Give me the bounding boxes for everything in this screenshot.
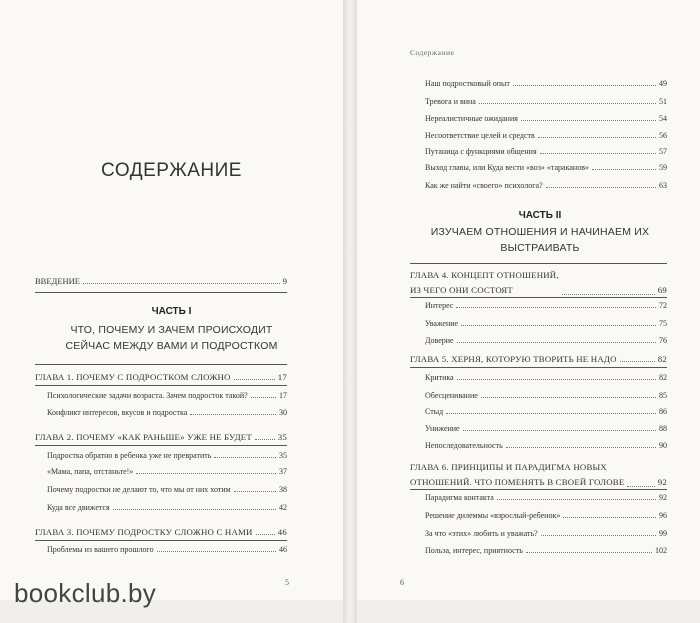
- toc-page: 17: [279, 391, 287, 400]
- toc-text: Тревога и вина: [425, 97, 476, 106]
- leader-dots: [255, 439, 275, 440]
- book-gutter: [343, 0, 357, 623]
- toc-text: Польза, интерес, приятность: [425, 546, 523, 555]
- toc-text: ГЛАВА 2. ПОЧЕМУ «КАК РАНЬШЕ» УЖЕ НЕ БУДЕТ: [35, 432, 252, 442]
- toc-section: [425, 146, 667, 157]
- toc-page: 38: [279, 485, 287, 494]
- toc-section: [425, 510, 667, 521]
- toc-chapter: [35, 432, 287, 443]
- toc-chapter: [35, 527, 287, 538]
- toc-intro-text: ВВЕДЕНИЕ: [35, 276, 80, 286]
- toc-section: [47, 407, 287, 418]
- leader-dots: [538, 137, 656, 138]
- toc-section: [425, 318, 667, 329]
- leader-dots: [463, 430, 656, 431]
- toc-chapter: [410, 354, 667, 365]
- toc-section: [47, 544, 287, 555]
- leader-dots: [83, 283, 280, 284]
- leader-dots: [456, 307, 656, 308]
- rule: [35, 445, 287, 446]
- leader-dots: [446, 413, 656, 414]
- toc-page: 63: [659, 181, 667, 190]
- toc-text: Уважение: [425, 319, 459, 328]
- toc-text: ГЛАВА 1. ПОЧЕМУ С ПОДРОСТКОМ СЛОЖНО: [35, 372, 231, 382]
- leader-dots: [479, 103, 656, 104]
- part-1-label: ЧАСТЬ I: [151, 306, 192, 317]
- toc-section: [425, 423, 667, 434]
- leader-dots: [521, 120, 656, 121]
- part-1-subtitle-line2: СЕЙЧАС МЕЖДУ ВАМИ И ПОДРОСТКОМ: [65, 340, 278, 352]
- rule: [410, 367, 667, 368]
- toc-section: [425, 406, 667, 417]
- toc-text-line1: ГЛАВА 6. ПРИНЦИПЫ И ПАРАДИГМА НОВЫХ: [410, 462, 607, 472]
- toc-text: Психологические задачи возраста. Зачем подросток такой?: [47, 391, 248, 400]
- toc-chapter-2line: [410, 460, 667, 490]
- toc-page: 90: [659, 441, 667, 450]
- toc-page: 57: [659, 147, 667, 156]
- toc-text: Несоответствие целей и средств: [425, 131, 535, 140]
- rule: [410, 489, 667, 490]
- toc-chapter-2line: [410, 268, 667, 298]
- leader-dots: [526, 552, 652, 553]
- toc-text: Путаница с функциями общения: [425, 147, 537, 156]
- right-page: [357, 0, 700, 600]
- part-2-subtitle-line1: ИЗУЧАЕМ ОТНОШЕНИЯ И НАЧИНАЕМ ИХ: [430, 226, 650, 238]
- leader-dots: [457, 342, 656, 343]
- toc-text: Обесценивание: [425, 391, 478, 400]
- toc-page: 82: [657, 354, 667, 364]
- toc-text: За что «этих» любить и уважать?: [425, 529, 538, 538]
- toc-text: Стыд: [425, 407, 444, 416]
- toc-text: Нереалистичные ожидания: [425, 114, 518, 123]
- toc-intro: [35, 276, 287, 287]
- toc-text: Унижение: [425, 424, 460, 433]
- toc-page: 72: [659, 301, 667, 310]
- toc-page: 59: [659, 163, 667, 172]
- rule: [410, 297, 667, 298]
- rule: [35, 292, 287, 293]
- part-1-subtitle-line1: ЧТО, ПОЧЕМУ И ЗАЧЕМ ПРОИСХОДИТ: [70, 324, 273, 336]
- toc-section: [425, 528, 667, 539]
- toc-section: [47, 502, 287, 513]
- toc-page: 42: [279, 503, 287, 512]
- watermark-text: bookclub.by: [14, 578, 157, 608]
- toc-section: [47, 450, 287, 461]
- toc-section: [425, 180, 667, 191]
- leader-dots: [540, 153, 656, 154]
- leader-dots: [497, 499, 656, 500]
- rule: [35, 385, 287, 386]
- toc-page: 51: [659, 97, 667, 106]
- toc-page: 37: [279, 467, 287, 476]
- toc-text: Наш подростковый опыт: [425, 79, 510, 88]
- toc-section: [425, 162, 667, 173]
- toc-text: Непоследовательность: [425, 441, 503, 450]
- left-page: [0, 0, 343, 600]
- part-1-subtitle: [0, 322, 343, 354]
- toc-text: Подростка обратно в ребенка уже не превратить: [47, 451, 212, 460]
- toc-text: Почему подростки не делают то, что мы от них хотим: [47, 485, 231, 494]
- toc-page: 49: [659, 79, 667, 88]
- leader-dots: [214, 457, 276, 458]
- leader-dots: [562, 294, 655, 295]
- rule: [35, 364, 287, 365]
- leader-dots: [506, 447, 656, 448]
- toc-section: [425, 96, 667, 107]
- toc-page: 88: [659, 424, 667, 433]
- toc-text: Конфликт интересов, вкусов и подростка: [47, 408, 188, 417]
- toc-page: 82: [659, 373, 667, 382]
- leader-dots: [481, 397, 656, 398]
- toc-page: 69: [657, 285, 667, 295]
- toc-page: 46: [277, 527, 287, 537]
- toc-section: [425, 545, 667, 556]
- toc-text: [410, 460, 624, 490]
- toc-text: [410, 268, 559, 298]
- leader-dots: [546, 187, 656, 188]
- toc-section: [47, 390, 287, 401]
- toc-text: Интерес: [425, 301, 454, 310]
- toc-chapter: [35, 372, 287, 383]
- leader-dots: [461, 325, 656, 326]
- toc-page: 99: [659, 529, 667, 538]
- toc-text-line2: ИЗ ЧЕГО ОНИ СОСТОЯТ: [410, 285, 513, 295]
- toc-page: 92: [659, 493, 667, 502]
- toc-section: [425, 130, 667, 141]
- part-2-label: ЧАСТЬ II: [518, 210, 562, 221]
- toc-text: Проблемы из вашего прошлого: [47, 545, 154, 554]
- leader-dots: [190, 414, 276, 415]
- toc-section: [425, 113, 667, 124]
- leader-dots: [457, 379, 656, 380]
- toc-text-line2: ОТНОШЕНИЙ. ЧТО ПОМЕНЯТЬ В СВОЕЙ ГОЛОВЕ: [410, 477, 625, 487]
- toc-text: Куда все движется: [47, 503, 110, 512]
- toc-text: Решение дилеммы «взрослый-ребенок»: [425, 511, 561, 520]
- toc-section: [425, 492, 667, 503]
- toc-text: Доверие: [425, 336, 454, 345]
- toc-section: [425, 78, 667, 89]
- contents-title: СОДЕРЖАНИЕ: [101, 160, 242, 181]
- toc-page: 35: [277, 432, 287, 442]
- toc-section: [425, 372, 667, 383]
- leader-dots: [627, 486, 654, 487]
- toc-page: 92: [657, 477, 667, 487]
- toc-page: 54: [659, 114, 667, 123]
- toc-page: 76: [659, 336, 667, 345]
- toc-text: Выход главы, или Куда вести «воз» «тараканов»: [425, 163, 589, 172]
- toc-page: 35: [279, 451, 287, 460]
- toc-page: 30: [279, 408, 287, 417]
- leader-dots: [620, 361, 655, 362]
- leader-dots: [541, 535, 656, 536]
- leader-dots: [136, 473, 276, 474]
- rule: [410, 263, 667, 264]
- part-2-subtitle-line2: ВЫСТРАИВАТЬ: [500, 242, 580, 254]
- toc-section: [425, 335, 667, 346]
- toc-text: Критика: [425, 373, 454, 382]
- toc-text: Парадигма контакта: [425, 493, 494, 502]
- toc-page: 56: [659, 131, 667, 140]
- rule: [35, 540, 287, 541]
- toc-section: [425, 300, 667, 311]
- leader-dots: [157, 551, 276, 552]
- toc-text: «Мама, папа, отстаньте!»: [47, 467, 134, 476]
- toc-intro-page: 9: [282, 276, 287, 286]
- leader-dots: [251, 397, 276, 398]
- toc-section: [425, 440, 667, 451]
- running-head: Содержание: [410, 48, 455, 57]
- toc-page: 85: [659, 391, 667, 400]
- leader-dots: [513, 85, 656, 86]
- toc-text: ГЛАВА 3. ПОЧЕМУ ПОДРОСТКУ СЛОЖНО С НАМИ: [35, 527, 253, 537]
- toc-text: Как же найти «своего» психолога?: [425, 181, 543, 190]
- toc-page: 102: [655, 546, 667, 555]
- page-number: 6: [400, 578, 404, 587]
- page-number: 5: [285, 578, 289, 587]
- leader-dots: [563, 517, 656, 518]
- toc-page: 96: [659, 511, 667, 520]
- toc-section: [425, 390, 667, 401]
- toc-page: 75: [659, 319, 667, 328]
- leader-dots: [113, 509, 276, 510]
- toc-page: 86: [659, 407, 667, 416]
- toc-page: 17: [277, 372, 287, 382]
- toc-section: [47, 466, 287, 477]
- leader-dots: [234, 491, 276, 492]
- leader-dots: [234, 379, 275, 380]
- toc-page: 46: [279, 545, 287, 554]
- toc-text: ГЛАВА 5. ХЕРНЯ, КОТОРУЮ ТВОРИТЬ НЕ НАДО: [410, 354, 617, 364]
- toc-text-line1: ГЛАВА 4. КОНЦЕПТ ОТНОШЕНИЙ,: [410, 270, 559, 280]
- leader-dots: [592, 169, 656, 170]
- part-2-subtitle: [410, 224, 670, 256]
- leader-dots: [256, 534, 275, 535]
- toc-section: [47, 484, 287, 495]
